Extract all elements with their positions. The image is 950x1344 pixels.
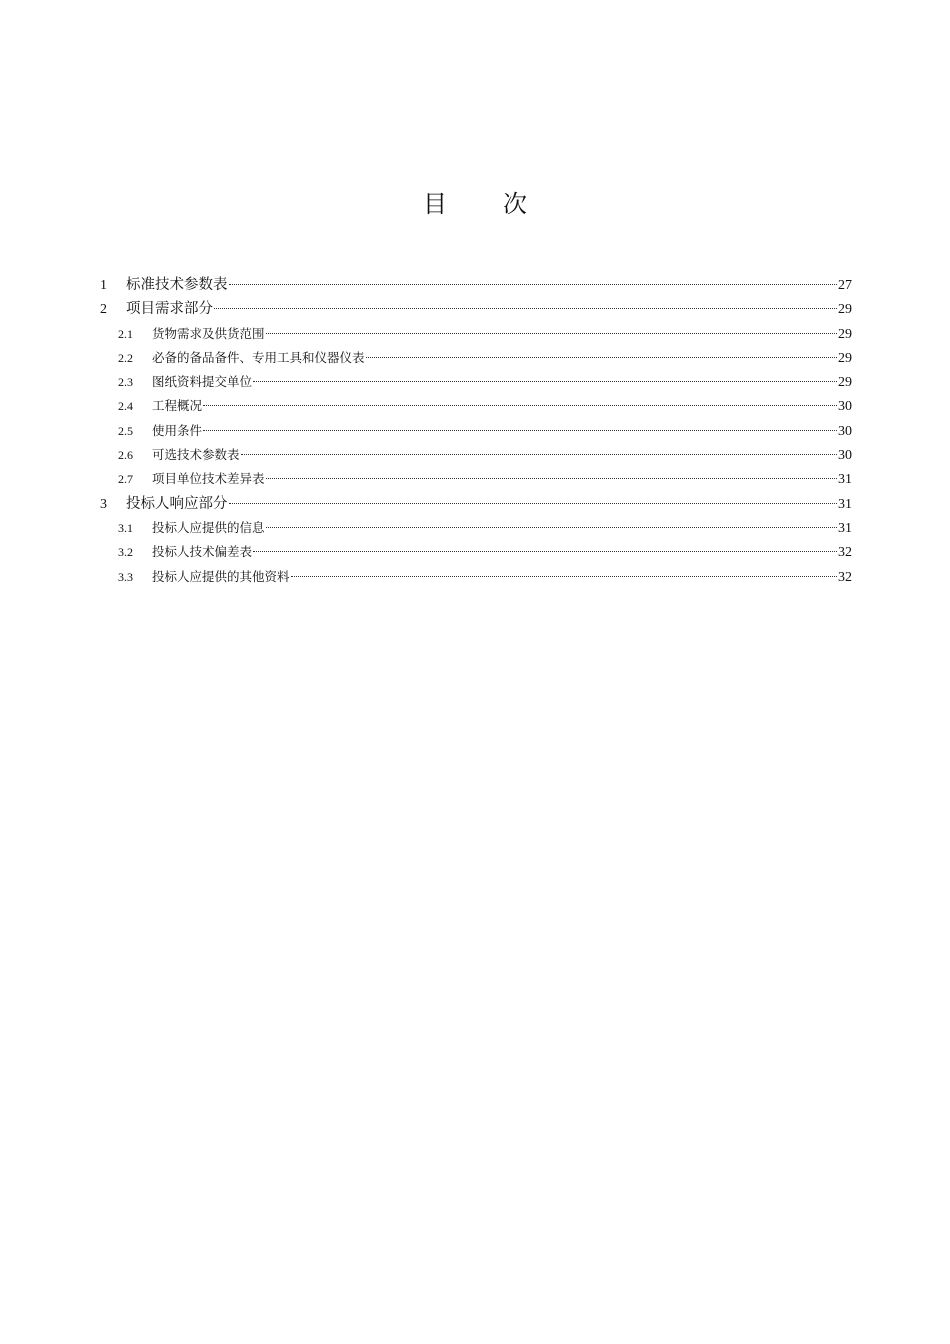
- dot-leader: [291, 575, 837, 577]
- toc-entry-page: 27: [838, 278, 852, 293]
- toc-entry[interactable]: [100, 370, 852, 394]
- toc-entry-page: 29: [838, 326, 852, 342]
- dot-leader: [266, 477, 837, 479]
- toc-entry-number: 2.5: [118, 423, 133, 438]
- toc-entry-page: 30: [838, 423, 852, 439]
- toc-entry-page: 31: [838, 496, 852, 512]
- toc-entry-label: 项目单位技术差异表: [152, 471, 265, 487]
- toc-entry-label: 图纸资料提交单位: [152, 374, 253, 390]
- title-char-1: 目: [423, 190, 447, 218]
- table-of-contents: [100, 273, 852, 589]
- dot-leader: [203, 404, 837, 406]
- toc-entry-label: 标准技术参数表: [126, 277, 228, 293]
- toc-entry-number: 1: [100, 278, 107, 293]
- toc-entry-label: 投标人应提供的其他资料: [152, 568, 290, 584]
- dot-leader: [266, 526, 837, 528]
- toc-entry-number: 2.3: [118, 375, 133, 390]
- toc-entry[interactable]: [100, 443, 852, 467]
- toc-entry-page: 32: [838, 545, 852, 561]
- dot-leader: [241, 453, 837, 455]
- toc-entry-page: 30: [838, 448, 852, 464]
- dot-leader: [229, 502, 838, 504]
- toc-entry-number: 2.6: [118, 448, 133, 463]
- toc-entry-page: 29: [838, 350, 852, 366]
- toc-entry-page: 31: [838, 472, 852, 488]
- toc-entry[interactable]: [100, 419, 852, 443]
- toc-entry-number: 3.1: [118, 520, 133, 535]
- toc-entry[interactable]: [100, 540, 852, 564]
- toc-entry-page: 32: [838, 569, 852, 585]
- toc-entry[interactable]: [100, 492, 852, 516]
- page-title: [0, 184, 950, 219]
- toc-entry[interactable]: [100, 394, 852, 418]
- toc-entry-label: 必备的备品备件、专用工具和仪器仪表: [152, 349, 365, 365]
- toc-entry-number: 2.1: [118, 326, 133, 341]
- dot-leader: [253, 380, 837, 382]
- toc-entry[interactable]: [100, 346, 852, 370]
- toc-entry-label: 投标人应提供的信息: [152, 519, 265, 535]
- toc-entry-number: 3: [100, 496, 107, 512]
- dot-leader: [253, 550, 837, 552]
- toc-entry-number: 2: [100, 302, 107, 318]
- toc-entry-label: 使用条件: [152, 422, 203, 438]
- toc-entry-number: 2.7: [118, 472, 133, 487]
- dot-leader: [266, 332, 837, 334]
- toc-entry[interactable]: [100, 467, 852, 491]
- dot-leader: [214, 307, 837, 309]
- toc-entry-label: 工程概况: [152, 398, 203, 414]
- toc-entry-label: 项目需求部分: [126, 301, 213, 318]
- toc-entry-label: 货物需求及供货范围: [152, 325, 265, 341]
- toc-entry-number: 2.4: [118, 399, 133, 414]
- toc-entry-label: 投标人技术偏差表: [152, 544, 253, 560]
- toc-entry-label: 可选技术参数表: [152, 447, 240, 463]
- toc-entry[interactable]: [100, 297, 852, 321]
- toc-entry-page: 31: [838, 520, 852, 536]
- title-char-2: 次: [503, 190, 527, 218]
- toc-entry[interactable]: [100, 322, 852, 346]
- toc-entry-page: 29: [838, 375, 852, 391]
- toc-entry-page: 29: [838, 302, 852, 318]
- toc-entry-page: 30: [838, 399, 852, 415]
- dot-leader: [229, 283, 838, 285]
- toc-entry-number: 3.3: [118, 569, 133, 584]
- toc-entry[interactable]: [100, 273, 852, 297]
- toc-entry-number: 2.2: [118, 350, 133, 365]
- dot-leader: [203, 429, 837, 431]
- toc-entry[interactable]: [100, 516, 852, 540]
- toc-entry[interactable]: [100, 565, 852, 589]
- toc-entry-number: 3.2: [118, 545, 133, 560]
- toc-entry-label: 投标人响应部分: [126, 495, 228, 512]
- dot-leader: [366, 356, 837, 358]
